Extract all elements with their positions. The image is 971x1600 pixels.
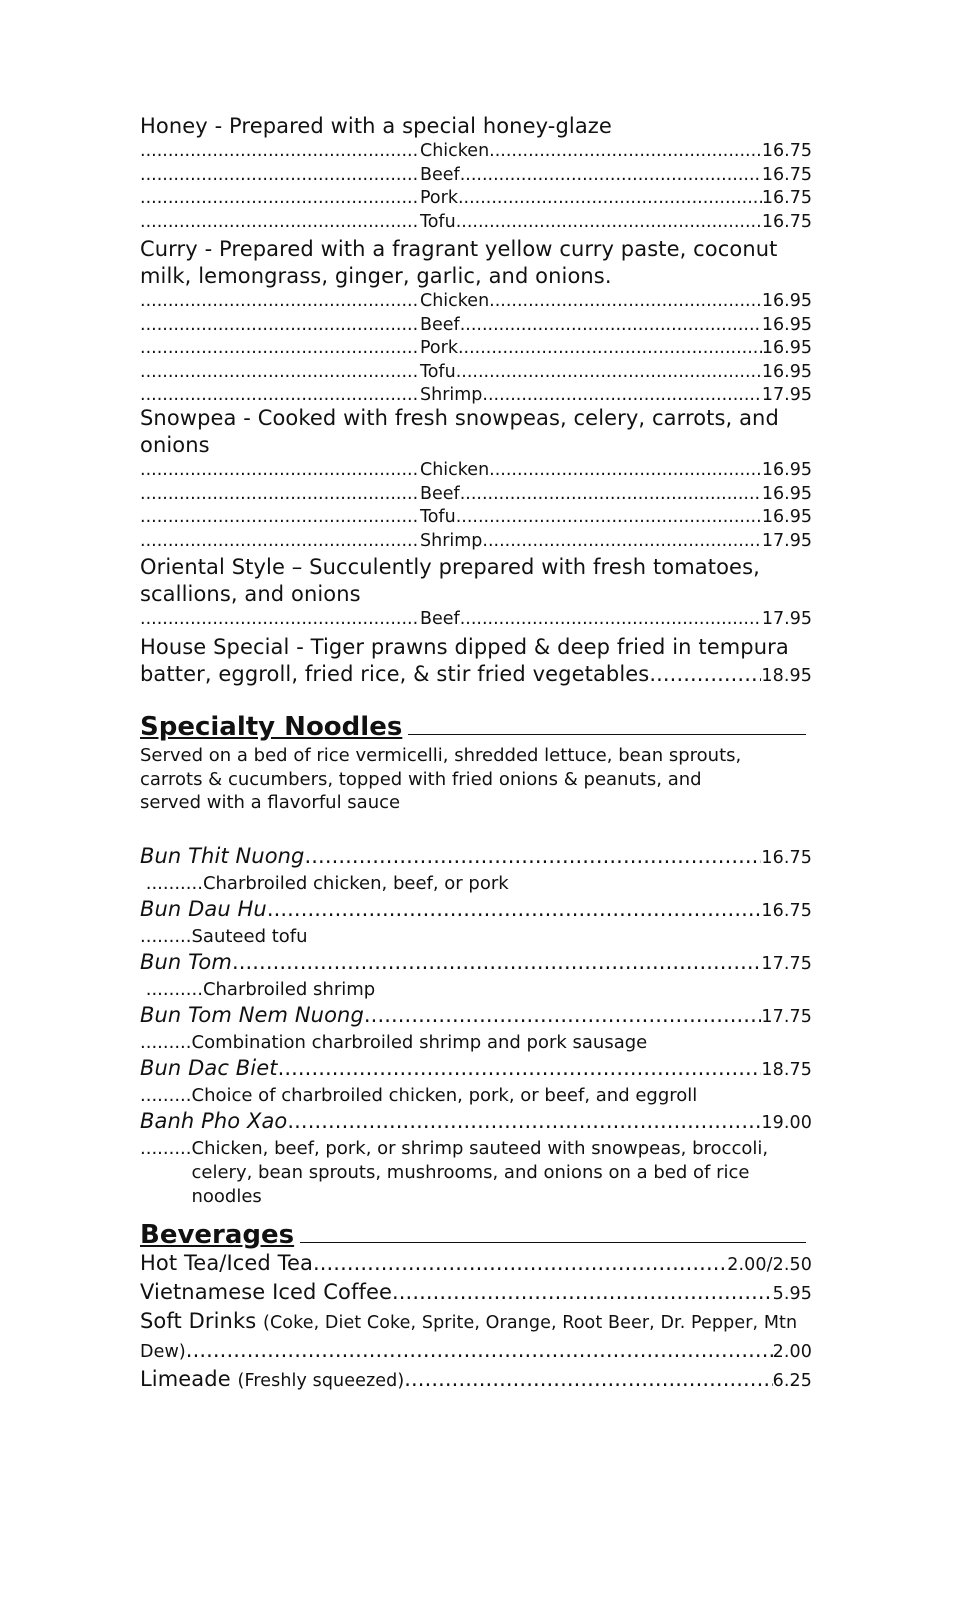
option-price: 16.95	[761, 291, 812, 311]
item-detail: Combination charbroiled shrimp and pork sausage	[191, 1031, 648, 1053]
item-name: Vietnamese Iced Coffee	[140, 1280, 392, 1304]
item-detail-row: ......... Combination charbroiled shrimp and pork sausage	[140, 1031, 648, 1053]
option-price: 18.95	[761, 666, 812, 686]
item-detail-row: .......... Charbroiled chicken, beef, or pork	[140, 872, 509, 894]
dish-title: House Special - Tiger prawns dipped & deep fried in tempura	[140, 635, 789, 659]
item-name: Bun Dau Hu	[140, 896, 267, 921]
item-detail-row: ......... Sauteed tofu	[140, 925, 308, 947]
option-name: Beef	[420, 314, 460, 335]
item-name: Hot Tea/Iced Tea	[140, 1251, 313, 1275]
item-price: 16.75	[761, 900, 812, 921]
noodle-item	[140, 1108, 812, 1137]
item-detail: Choice of charbroiled chicken, pork, or beef, and eggroll	[191, 1084, 698, 1106]
option-name: Shrimp	[420, 385, 483, 405]
option-price: 16.95	[761, 460, 812, 480]
option-price: 16.95	[761, 361, 812, 382]
beverage-item	[140, 1250, 812, 1279]
option-row	[140, 290, 812, 314]
house-special-row	[140, 661, 812, 690]
menu-section-honey	[140, 113, 812, 234]
item-price: 19.00	[761, 1112, 812, 1133]
noodle-item	[140, 1002, 812, 1031]
option-price: 17.95	[761, 609, 812, 629]
option-name: Beef	[420, 483, 460, 504]
option-name: Shrimp	[420, 530, 483, 551]
option-price: 16.95	[761, 483, 812, 504]
section-heading-text: Beverages	[140, 1220, 295, 1250]
beverage-item	[140, 1279, 812, 1308]
item-price: 17.75	[761, 1006, 812, 1027]
beverage-item	[140, 1366, 812, 1395]
item-detail: Charbroiled chicken, beef, or pork	[202, 872, 509, 894]
item-price: 16.75	[761, 847, 812, 868]
section-heading	[140, 1220, 812, 1250]
option-price: 16.75	[761, 141, 812, 161]
menu-section-house-special	[140, 634, 812, 690]
item-price: 2.00/2.50	[727, 1255, 812, 1275]
item-detail-row: ......... Chicken, beef, pork, or shrimp sauteed with snowpeas, broccoli, celery, bean sprouts, mushrooms, and onions on a bed of rice noodles	[140, 1137, 812, 1209]
option-name: Chicken	[420, 291, 490, 311]
item-name: Limeade	[140, 1367, 231, 1391]
option-row	[140, 384, 812, 408]
option-price: 16.95	[761, 507, 812, 527]
item-detail-row: ......... Choice of charbroiled chicken, pork, or beef, and eggroll	[140, 1084, 698, 1106]
option-price: 16.75	[761, 188, 812, 208]
item-name: Bun Thit Nuong	[140, 843, 305, 868]
item-note: Dew)	[140, 1342, 186, 1362]
section-heading-text: Specialty Noodles	[140, 712, 403, 742]
option-row	[140, 361, 812, 385]
option-name: Tofu	[420, 507, 456, 527]
item-detail: Chicken, beef, pork, or shrimp sauteed with snowpeas, broccoli, celery, bean sprouts, mushrooms, and onions on a bed of rice noodles	[191, 1137, 769, 1207]
option-row	[140, 337, 812, 361]
item-price: 17.75	[761, 953, 812, 974]
beverage-item-cont	[140, 1337, 812, 1366]
section-heading	[140, 712, 812, 742]
option-row	[140, 211, 812, 235]
item-price: 5.95	[772, 1284, 812, 1304]
noodle-item	[140, 1055, 812, 1084]
menu-page	[140, 0, 830, 1600]
item-price: 2.00	[772, 1342, 812, 1362]
noodle-item	[140, 843, 812, 872]
menu-section-curry	[140, 236, 812, 408]
item-name: Soft Drinks	[140, 1309, 257, 1333]
item-name: Bun Dac Biet	[140, 1055, 278, 1080]
item-price: 6.25	[772, 1371, 812, 1391]
dish-title: Honey - Prepared with a special honey-glaze	[140, 114, 612, 138]
option-row	[140, 187, 812, 211]
option-row	[140, 608, 812, 632]
option-row	[140, 459, 812, 483]
item-name: Bun Tom Nem Nuong	[140, 1002, 364, 1027]
option-price: 16.75	[761, 211, 812, 232]
option-name: Beef	[420, 164, 460, 185]
section-description: Served on a bed of rice vermicelli, shredded lettuce, bean sprouts, carrots & cucumbers, topped with fried onions & peanuts, and served with a flavorful sauce	[140, 745, 742, 813]
item-note: (Freshly squeezed)	[237, 1371, 405, 1391]
item-price: 18.75	[761, 1059, 812, 1080]
dish-title: Curry - Prepared with a fragrant yellow curry paste, coconut milk, lemongrass, ginger, garlic, and onions.	[140, 237, 778, 288]
option-price: 16.95	[761, 314, 812, 335]
option-row	[140, 506, 812, 530]
option-row	[140, 530, 812, 554]
option-row	[140, 314, 812, 338]
item-name: Banh Pho Xao	[140, 1108, 288, 1133]
option-name: Chicken	[420, 141, 490, 161]
option-price: 17.95	[761, 385, 812, 405]
dish-title: Oriental Style – Succulently prepared with fresh tomatoes, scallions, and onions	[140, 555, 760, 606]
item-detail: Charbroiled shrimp	[202, 978, 376, 1000]
menu-section-oriental-style	[140, 554, 812, 632]
beverages-section	[140, 1220, 812, 1395]
specialty-noodles-section	[140, 712, 812, 1209]
option-row	[140, 483, 812, 507]
option-name: Chicken	[420, 460, 490, 480]
option-name: Pork	[420, 338, 458, 358]
beverage-item	[140, 1308, 812, 1337]
option-row	[140, 140, 812, 164]
item-detail-row: .......... Charbroiled shrimp	[140, 978, 376, 1000]
item-note: (Coke, Diet Coke, Sprite, Orange, Root Beer, Dr. Pepper, Mtn	[263, 1313, 798, 1333]
item-name: Bun Tom	[140, 949, 232, 974]
noodle-list	[140, 843, 812, 1209]
dish-title: Snowpea - Cooked with fresh snowpeas, celery, carrots, and onions	[140, 406, 779, 457]
option-name: Tofu	[420, 211, 456, 232]
option-price: 16.95	[761, 338, 812, 358]
dish-title-cont: batter, eggroll, fried rice, & stir fried vegetables	[140, 662, 650, 686]
option-name: Pork	[420, 188, 458, 208]
option-price: 17.95	[761, 530, 812, 551]
option-price: 16.75	[761, 164, 812, 185]
option-row	[140, 164, 812, 188]
noodle-item	[140, 896, 812, 925]
noodle-item	[140, 949, 812, 978]
item-detail: Sauteed tofu	[191, 925, 308, 947]
option-name: Tofu	[420, 361, 456, 382]
menu-section-snowpea	[140, 405, 812, 553]
option-name: Beef	[420, 609, 460, 629]
